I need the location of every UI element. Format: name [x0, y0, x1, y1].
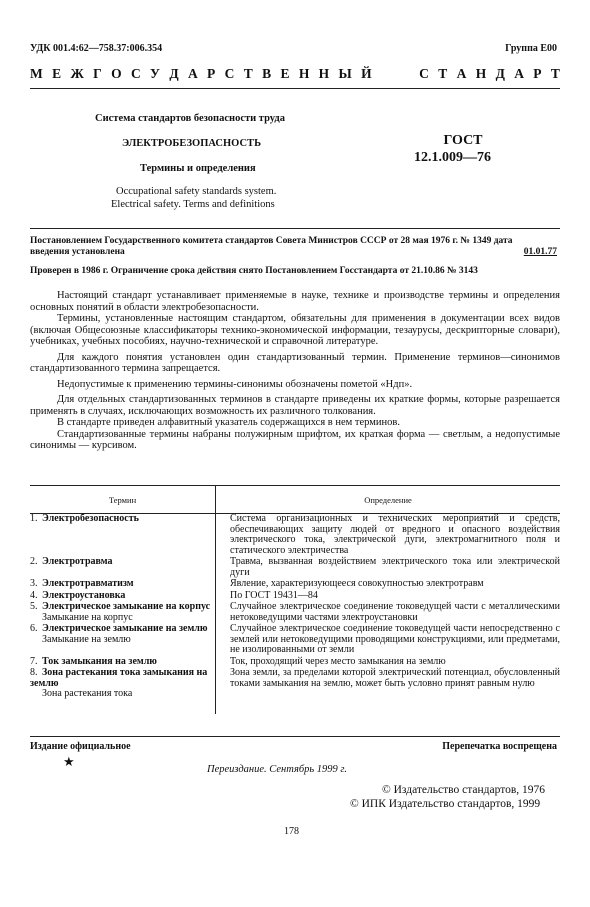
english-title-line2: Electrical safety. Terms and definitions	[111, 199, 275, 210]
paragraph-6: В стандарте приведен алфавитный указатель содержащихся в нем терминов.	[57, 417, 400, 428]
term-cell: 1. Электробезопасность	[30, 514, 216, 558]
title-rule	[30, 228, 560, 229]
definition-cell: Ток, проходящий через место замыкания на землю	[230, 655, 446, 667]
decree-line2: введения установлена	[30, 247, 125, 257]
term-cell: 3. Электротравматизм	[30, 579, 216, 591]
definition-cell: По ГОСТ 19431—84	[230, 589, 318, 601]
page-number: 178	[284, 826, 299, 837]
table-row	[30, 514, 560, 558]
reissue-note: Переиздание. Сентябрь 1999 г.	[207, 764, 347, 775]
gost-number: 12.1.009—76	[414, 150, 491, 165]
term-cell: 4. Электроустановка	[30, 591, 216, 603]
table-header-row	[30, 486, 560, 514]
definition-cell: Зона земли, за пределами которой электрический потенциал, обусловленный токами замыкания на землю, может быть условно принят равным нулю	[230, 667, 560, 689]
term-cell: 7. Ток замыкания на землю	[30, 657, 216, 669]
definition-cell: Случайное электрическое соединение токоведущей части непосредственно с землей или нетоковедущими проводящими конструкциями, или предметами, не изолированными от земли	[230, 623, 560, 655]
banner-text: М Е Ж Г О С У Д А Р С Т В Е Н Н Ы Й С Т А Н Д А Р Т	[30, 66, 560, 81]
official-edition-label: Издание официальное	[30, 741, 131, 752]
group-code: Группа Е00	[505, 43, 557, 54]
short-form: Замыкание на землю	[42, 633, 131, 645]
table-row	[30, 602, 560, 624]
header-rule	[30, 88, 560, 89]
subtitle: Термины и определения	[140, 163, 256, 174]
topic-title: ЭЛЕКТРОБЕЗОПАСНОСТЬ	[122, 138, 262, 149]
paragraph-4: Недопустимые к применению термины-синонимы обозначены пометой «Ндп».	[57, 378, 413, 390]
short-form: Замыкание на корпус	[42, 611, 133, 623]
table-row	[30, 624, 560, 657]
star-icon: ★	[63, 754, 75, 769]
term-cell: 6. Электрическое замыкание на землю Замыкание на землю	[30, 624, 216, 657]
short-form: Зона растекания тока	[42, 688, 133, 699]
introduction-date: 01.01.77	[523, 247, 557, 257]
definition-cell: Система организационных и технических мероприятий и средств, обеспечивающих защиту людей от вредного и опасного воздействия электрического тока, электрической дуги, электромагнитного поля и статического электричества	[230, 513, 560, 556]
footer-rule	[30, 736, 560, 737]
definition-cell: Травма, вызванная воздействием электрического тока или электрической дуги	[230, 556, 560, 578]
copyright-line2: © ИПК Издательство стандартов, 1999	[350, 798, 541, 810]
term-cell: 8. Зона растекания тока замыкания на землю Зона растекания тока	[30, 668, 216, 714]
english-title-line1: Occupational safety standards system.	[116, 186, 277, 197]
gost-label: ГОСТ	[443, 133, 483, 148]
column-header-definition: Определение	[216, 486, 561, 514]
definition-cell: Случайное электрическое соединение токоведущей части с металлическими нетоковедущими частями электроустановки	[230, 601, 560, 623]
copyright-line1: © Издательство стандартов, 1976	[382, 784, 546, 796]
interstate-standard-banner	[30, 66, 560, 82]
term-cell: 2. Электротравма	[30, 557, 216, 579]
column-header-term: Термин	[30, 486, 216, 514]
decree-line1: Постановлением Государственного комитета стандартов Совета Министров СССР от 28 мая 1976 г. № 1349 дата	[30, 236, 513, 246]
table-row	[30, 557, 560, 579]
table-row	[30, 668, 560, 714]
paragraph-7: Стандартизованные термины набраны полужирным шрифтом, их краткая форма — светлым, а недопустимые синонимы — курсивом.	[30, 428, 560, 451]
definition-cell: Явление, характеризующееся совокупностью электротравм	[230, 578, 484, 589]
intro-text	[30, 290, 560, 452]
checked-note: Проверен в 1986 г. Ограничение срока действия снято Постановлением Госстандарта от 21.10.86 № 3143	[30, 266, 478, 276]
system-title: Система стандартов безопасности труда	[95, 113, 285, 124]
paragraph-2: Термины, установленные настоящим стандартом, обязательны для применения в документации всех видов (включая Общесоюзные классификаторы технико-экономической информации, тезаурусы, дескрипторные словари), учебниках, учебных пособиях, научно-технической и справочной литературе.	[30, 313, 560, 347]
paragraph-3: Для каждого понятия установлен один стандартизованный термин. Применение терминов—синонимов стандартизованного термина запрещается.	[30, 351, 560, 374]
paragraph-5: Для отдельных стандартизованных терминов в стандарте приведены их краткие формы, которые разрешается применять в случаях, исключающих возможность их различного толкования.	[30, 394, 560, 417]
udk-code: УДК 001.4:62—758.37:006.354	[30, 43, 163, 54]
term-cell: 5. Электрическое замыкание на корпус Замыкание на корпус	[30, 602, 216, 624]
terms-table	[30, 485, 560, 714]
reprint-prohibited-label: Перепечатка воспрещена	[442, 741, 557, 752]
paragraph-1: Настоящий стандарт устанавливает применяемые в науке, технике и производстве термины и определения основных понятий в области электробезопасности.	[30, 290, 560, 313]
